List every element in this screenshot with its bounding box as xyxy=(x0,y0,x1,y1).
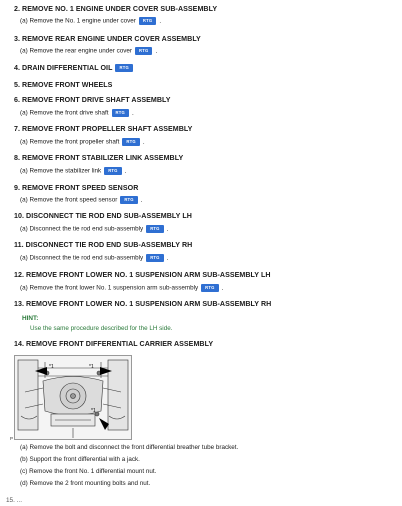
cut-off-next-step: 15. ... xyxy=(6,497,22,504)
step-12-title: 12. REMOVE FRONT LOWER NO. 1 SUSPENSION ARM SUB-ASSEMBLY LH xyxy=(14,271,271,279)
illustration-drawing xyxy=(15,356,131,439)
step-8-substep-a: (a) Remove the stabilizer link RTG . xyxy=(20,167,127,175)
step-11-substep-a: (a) Disconnect the tie rod end sub-assembly RTG . xyxy=(20,254,169,262)
rtg-link-button[interactable]: RTG xyxy=(146,254,163,262)
rtg-link-button[interactable]: RTG xyxy=(201,284,218,292)
substep-text: (a) Disconnect the tie rod end sub-assembly xyxy=(20,225,144,233)
substep-text: (a) Remove the rear engine under cover xyxy=(20,47,133,55)
step-11-title: 11. DISCONNECT TIE ROD END SUB-ASSEMBLY RH xyxy=(14,241,193,249)
figure-corner-mark: P xyxy=(10,436,14,441)
differential-carrier-illustration xyxy=(14,355,132,440)
substep-text: (a) Remove the No. 1 engine under cover xyxy=(20,17,136,25)
step-3-substep-a: (a) Remove the rear engine under cover RTG . xyxy=(20,47,158,55)
step-12-substep-a: (a) Remove the front lower No. 1 suspension arm sub-assembly RTG . xyxy=(20,284,224,292)
step-9-title: 9. REMOVE FRONT SPEED SENSOR xyxy=(14,184,139,192)
step-14-substep-c: (c) Remove the front No. 1 differential mount nut. xyxy=(20,468,157,475)
substep-text: (a) Disconnect the tie rod end sub-assembly xyxy=(20,254,144,262)
callout-label: *1 xyxy=(49,364,54,370)
step-6-substep-a: (a) Remove the front drive shaft RTG . xyxy=(20,109,134,117)
step-8-title: 8. REMOVE FRONT STABILIZER LINK ASSEMBLY xyxy=(14,154,184,162)
rtg-link-button[interactable]: RTG xyxy=(112,109,129,117)
step-9-substep-a: (a) Remove the front speed sensor RTG . xyxy=(20,196,143,204)
step-10-substep-a: (a) Disconnect the tie rod end sub-assembly RTG . xyxy=(20,225,169,233)
rtg-link-button[interactable]: RTG xyxy=(115,64,132,72)
substep-text: (a) Remove the stabilizer link xyxy=(20,167,102,175)
step-3-title: 3. REMOVE REAR ENGINE UNDER COVER ASSEMBLY xyxy=(14,35,201,43)
step-7-title: 7. REMOVE FRONT PROPELLER SHAFT ASSEMBLY xyxy=(14,125,193,133)
step-4-title xyxy=(14,64,133,72)
step-4-title-text: 4. DRAIN DIFFERENTIAL OIL xyxy=(14,64,113,72)
step-7-substep-a: (a) Remove the front propeller shaft RTG . xyxy=(20,138,145,146)
step-14-substep-a: (a) Remove the bolt and disconnect the front differential breather tube bracket. xyxy=(20,444,239,451)
hint-text: Use the same procedure described for the LH side. xyxy=(30,325,173,332)
substep-text: (a) Remove the front speed sensor xyxy=(20,196,118,204)
step-5-title: 5. REMOVE FRONT WHEELS xyxy=(14,81,113,89)
substep-text: (a) Remove the front drive shaft xyxy=(20,109,109,117)
callout-label: *1 xyxy=(91,408,96,414)
callout-label: *1 xyxy=(89,364,94,370)
step-2-substep-a: (a) Remove the No. 1 engine under cover RTG . xyxy=(20,17,162,25)
hint-title: HINT: xyxy=(22,315,39,322)
step-13-title: 13. REMOVE FRONT LOWER NO. 1 SUSPENSION ARM SUB-ASSEMBLY RH xyxy=(14,300,272,308)
step-10-title: 10. DISCONNECT TIE ROD END SUB-ASSEMBLY LH xyxy=(14,212,192,220)
step-2-title: 2. REMOVE NO. 1 ENGINE UNDER COVER SUB-ASSEMBLY xyxy=(14,5,218,13)
rtg-link-button[interactable]: RTG xyxy=(146,225,163,233)
substep-text: (a) Remove the front propeller shaft xyxy=(20,138,120,146)
step-14-title: 14. REMOVE FRONT DIFFERENTIAL CARRIER ASSEMBLY xyxy=(14,340,214,348)
step-14-substep-b: (b) Support the front differential with a jack. xyxy=(20,456,140,463)
step-6-title: 6. REMOVE FRONT DRIVE SHAFT ASSEMBLY xyxy=(14,96,171,104)
rtg-link-button[interactable]: RTG xyxy=(135,47,152,55)
rtg-link-button[interactable]: RTG xyxy=(120,196,137,204)
rtg-link-button[interactable]: RTG xyxy=(139,17,156,25)
substep-text: (a) Remove the front lower No. 1 suspension arm sub-assembly xyxy=(20,284,199,292)
step-14-substep-d: (d) Remove the 2 front mounting bolts and nut. xyxy=(20,480,151,487)
rtg-link-button[interactable]: RTG xyxy=(104,167,121,175)
rtg-link-button[interactable]: RTG xyxy=(122,138,139,146)
